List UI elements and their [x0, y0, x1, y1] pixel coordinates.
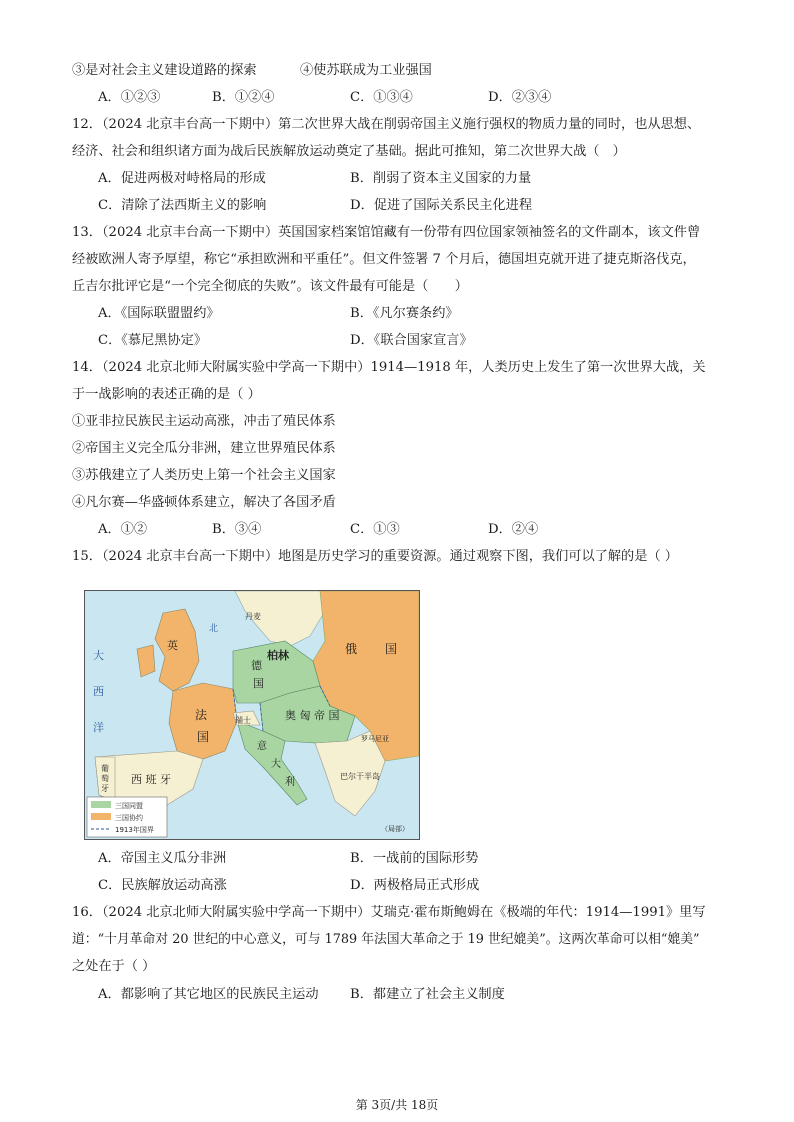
question-12-line2: 经济、社会和组织诸方面为战后民族解放运动奠定了基础。据此可推知，第二次世界大战（ ）: [72, 144, 626, 159]
option-a: A．都影响了其它地区的民族民主运动: [98, 987, 319, 1002]
map-note: （局部）: [381, 825, 409, 833]
sea-label: 北: [209, 624, 219, 634]
option-d: D．促进了国际关系民主化进程: [350, 198, 533, 213]
question-13-line1: 13．（2024 北京丰台高一下期中）英国国家档案馆馆藏有一份带有四位国家领袖签名的文件副本，该文件曾: [72, 225, 701, 240]
question-15-line1: 15．（2024 北京丰台高一下期中）地图是历史学习的重要资源。通过观察下图，我们可以了解的是（ ）: [72, 549, 678, 564]
option-b: B．③④: [212, 522, 262, 537]
legend-border: 1913年国界: [115, 826, 154, 834]
italy-label: 大: [271, 759, 281, 770]
russia-label: 俄: [345, 642, 358, 656]
option-a: A．帝国主义瓜分非洲: [98, 851, 227, 866]
option-d: D．②④: [488, 522, 539, 537]
question-14-line1: 14．（2024 北京北师大附属实验中学高一下期中）1914—1918 年，人类历史上发生了第一次世界大战，关: [72, 360, 706, 375]
balkans-label: 巴尔干半岛: [340, 772, 380, 781]
italy-label: 意: [257, 741, 267, 752]
statement-4: ④凡尔赛—华盛顿体系建立，解决了各国矛盾: [72, 495, 336, 510]
question-12-line1: 12．（2024 北京丰台高一下期中）第二次世界大战在削弱帝国主义施行强权的物质力量的同时，也从思想、: [72, 117, 701, 132]
option-a: A．促进两极对峙格局的形成: [98, 171, 266, 186]
map-legend: [87, 797, 167, 837]
italy-label: 利: [285, 777, 295, 788]
romania-label: 罗马尼亚: [361, 735, 389, 743]
option-c: C．民族解放运动高涨: [98, 878, 227, 893]
option-a: A．①②: [98, 522, 148, 537]
question-16-line3: 之处在于（ ）: [72, 959, 156, 974]
question-16-line1: 16．（2024 北京北师大附属实验中学高一下期中）艾瑞克·霍布斯鲍姆在《极端的年代：1914—1991》里写: [72, 905, 706, 920]
option-d: D．两极格局正式形成: [350, 878, 480, 893]
statement-1: ①亚非拉民族民主运动高涨，冲击了殖民体系: [72, 414, 336, 429]
question-13-line3: 丘吉尔批评它是“一个完全彻底的失败”。该文件最有可能是（ ）: [72, 279, 468, 294]
switzerland-label: 瑞士: [235, 716, 251, 725]
option-b: B．都建立了社会主义制度: [350, 987, 505, 1002]
portugal-label: 萄: [101, 774, 109, 783]
legend-entente: 三国协约: [115, 814, 143, 822]
option-d: D．②③④: [488, 90, 552, 105]
option-a: A．《国际联盟盟约》: [98, 306, 220, 321]
denmark-label: 丹麦: [245, 612, 261, 621]
statement-3: ③是对社会主义建设道路的探索: [72, 63, 257, 78]
berlin-label: 柏林: [267, 649, 289, 662]
russia-label: 国: [385, 642, 398, 656]
ocean-label: 洋: [93, 721, 104, 734]
statement-4: ④使苏联成为工业强国: [300, 63, 432, 78]
britain-label: 英: [167, 639, 178, 652]
page-footer: 第 3页/共 18页: [355, 1098, 439, 1112]
europe-1914-map: [84, 590, 420, 840]
option-d: D．《联合国家宣言》: [350, 333, 473, 348]
germany-label: 国: [253, 677, 264, 690]
option-a: A．①②③: [98, 90, 161, 105]
option-c: C．《慕尼黑协定》: [98, 333, 207, 348]
portugal-label: 牙: [101, 784, 109, 793]
option-b: B．①②④: [212, 90, 275, 105]
option-c: C．清除了法西斯主义的影响: [98, 198, 267, 213]
option-b: B．削弱了资本主义国家的力量: [350, 171, 532, 186]
legend-alliance: 三国同盟: [115, 802, 143, 810]
germany-label: 德: [251, 659, 262, 672]
option-c: C．①③④: [350, 90, 413, 105]
question-14-line2: 于一战影响的表述正确的是（ ）: [72, 387, 261, 402]
spain-label: 西 班 牙: [131, 773, 171, 786]
question-16-line2: 道：“十月革命对 20 世纪的中心意义，可与 1789 年法国大革命之于 19 世纪媲美”。这两次革命可以相“媲美”: [72, 932, 700, 947]
option-b: B．《凡尔赛条约》: [350, 306, 459, 321]
option-c: C．①③: [350, 522, 400, 537]
france-label: 法: [195, 708, 208, 722]
ocean-label: 大: [93, 649, 104, 662]
austria-hungary-label: 奥 匈 帝 国: [285, 709, 340, 722]
statement-3: ③苏俄建立了人类历史上第一个社会主义国家: [72, 468, 336, 483]
portugal-label: 葡: [101, 764, 109, 773]
option-b: B．一战前的国际形势: [350, 851, 479, 866]
statement-2: ②帝国主义完全瓜分非洲，建立世界殖民体系: [72, 441, 336, 456]
ocean-label: 西: [93, 685, 104, 698]
france-label: 国: [197, 730, 210, 744]
question-13-line2: 经被欧洲人寄予厚望，称它“承担欧洲和平重任”。但文件签署 7 个月后，德国坦克就开进了捷克斯洛伐克，: [72, 252, 696, 267]
